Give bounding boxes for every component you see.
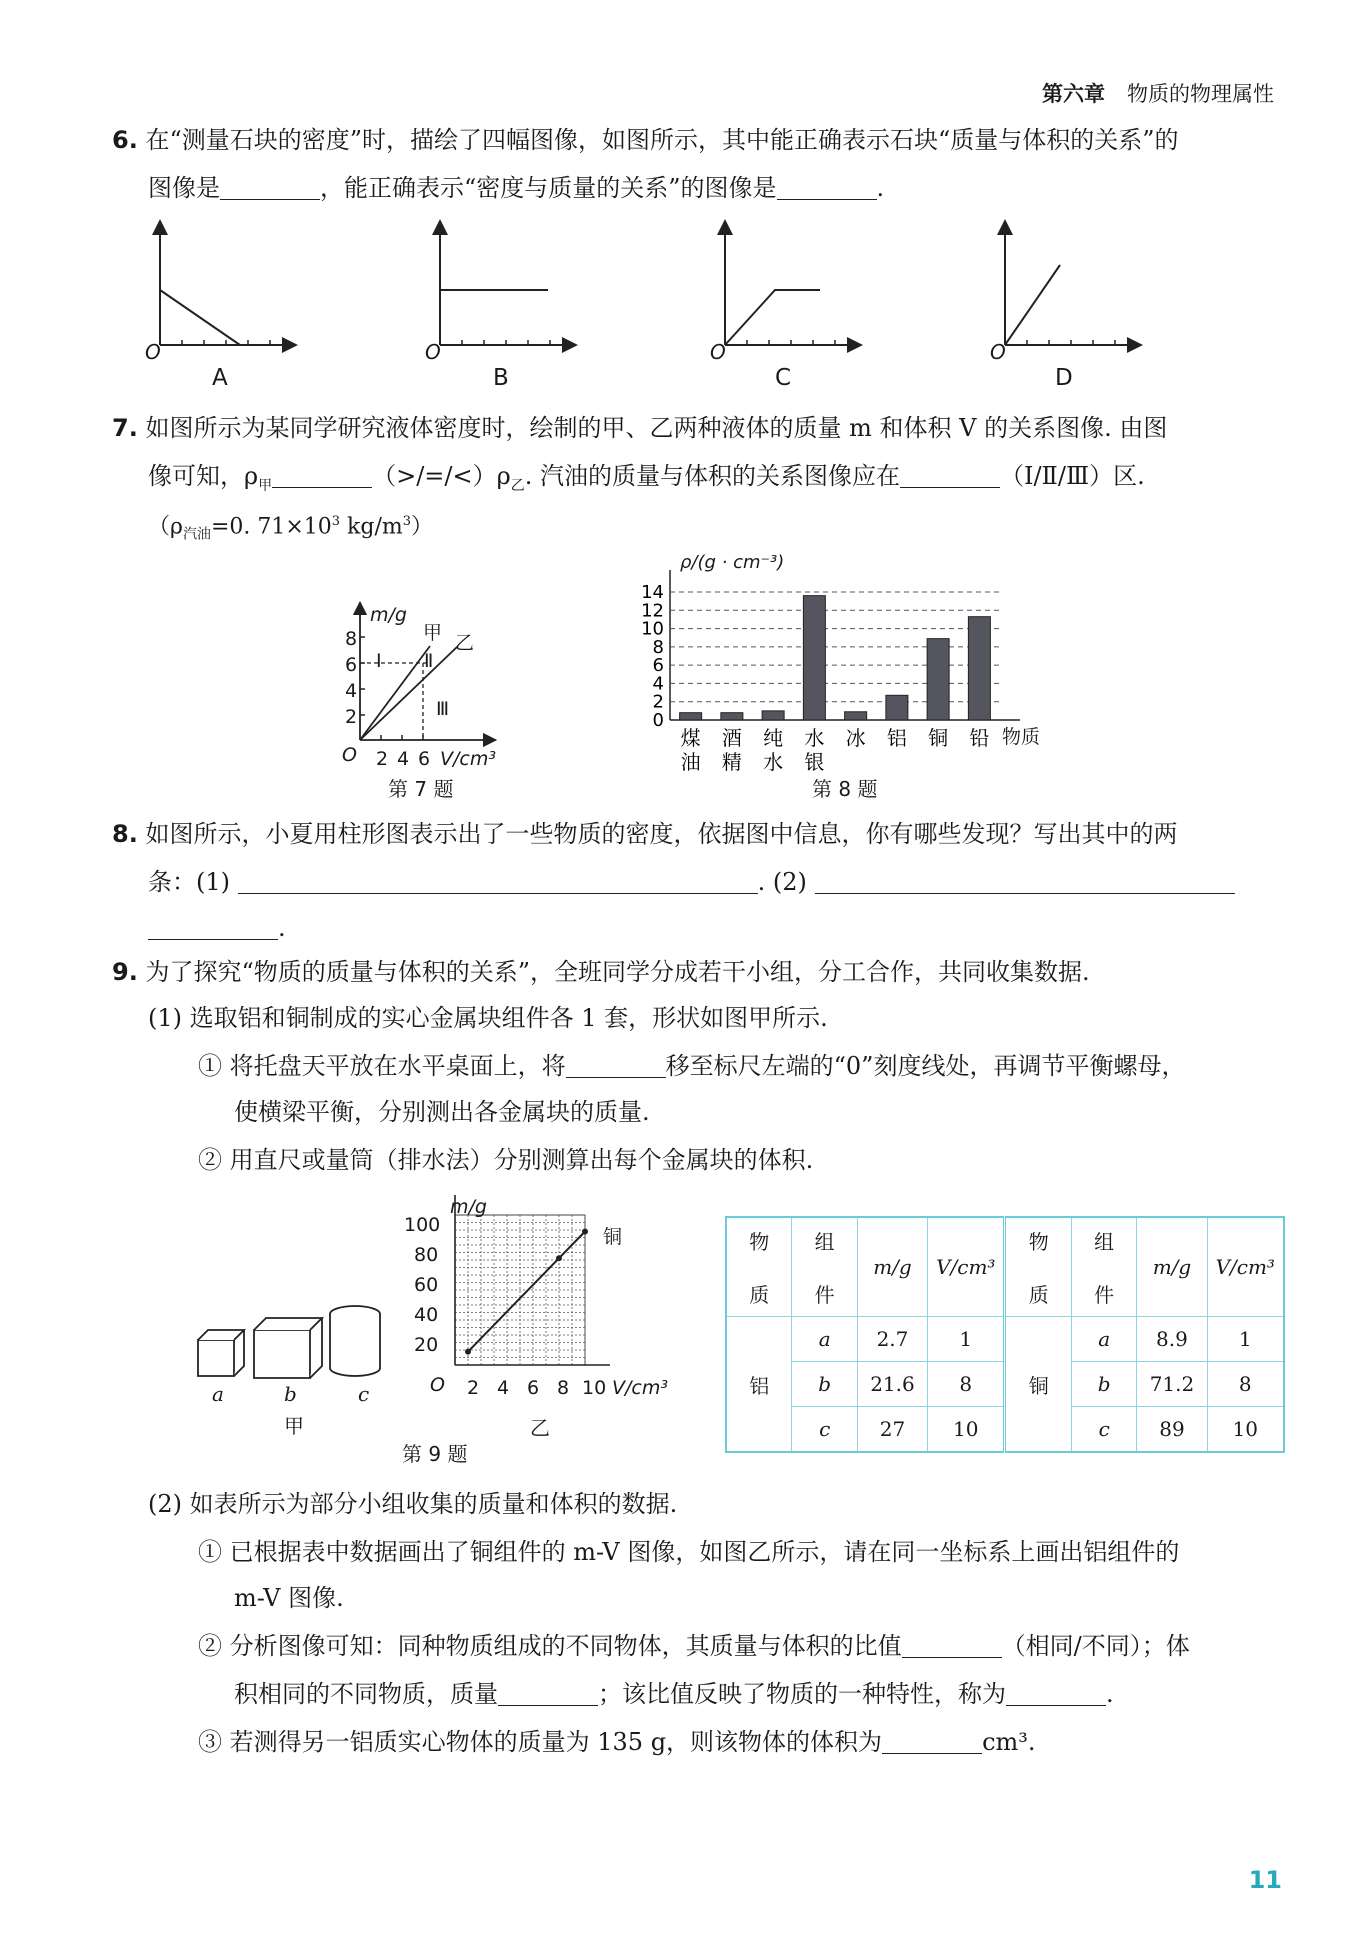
cell-cu-name: 铜 xyxy=(1005,1317,1071,1453)
fig9-jia-label: 甲 xyxy=(284,1414,304,1438)
cell-comp: b xyxy=(1071,1362,1136,1407)
q8-line1 xyxy=(112,818,1274,850)
th-comp-al: 组 件 xyxy=(792,1217,857,1317)
q9-blank3[interactable] xyxy=(498,1679,598,1706)
fig9-xtick-4: 4 xyxy=(497,1377,510,1399)
graph-a-label: A xyxy=(212,365,228,391)
category-label: 铝 xyxy=(886,726,907,750)
q8-text-c: . xyxy=(278,914,286,942)
q7-text-g: kg/m xyxy=(340,514,403,540)
fig7-label-jia: 甲 xyxy=(423,622,443,644)
category-label: 冰 xyxy=(845,726,866,750)
cell-cu-v: 10 xyxy=(1207,1407,1284,1453)
cell-comp: b xyxy=(792,1362,857,1407)
fig7-xlabel: V/cm³ xyxy=(440,748,496,770)
fig9-ytick-80: 80 xyxy=(414,1244,439,1266)
page-number: 11 xyxy=(1248,1866,1282,1894)
cell-al-m: 21.6 xyxy=(857,1362,927,1407)
q8-text: 如图所示，小夏用柱形图表示出了一些物质的密度，依据图中信息，你有哪些发现？写出其中的两 xyxy=(145,820,1178,848)
q9-step1-a: ① 将托盘天平放在水平桌面上，将 xyxy=(198,1052,566,1080)
bar xyxy=(721,713,743,720)
q9-task2-a: ② 分析图像可知：同种物质组成的不同物体，其质量与体积的比值 xyxy=(198,1632,902,1660)
bar xyxy=(803,596,825,720)
q6-text-a: 图像是 xyxy=(148,174,220,202)
q9-task2 xyxy=(198,1630,1274,1662)
q9-task3 xyxy=(198,1726,1274,1758)
q7-line2 xyxy=(148,460,1274,502)
y-tick-label: 14 xyxy=(641,582,664,603)
q9-blank2[interactable] xyxy=(902,1631,1002,1658)
q7-sub-gas: 汽油 xyxy=(182,526,211,543)
q9-task3-b: cm³. xyxy=(982,1728,1036,1756)
q9-blank4[interactable] xyxy=(1006,1679,1106,1706)
fig9-ylabel: m/g xyxy=(450,1196,487,1218)
q6-number: 6. xyxy=(112,126,138,154)
q9-task2-c: 积相同的不同物质，质量 xyxy=(234,1680,498,1708)
q9-task2-cont xyxy=(234,1678,1274,1710)
bar xyxy=(886,695,908,720)
category-label: 铜 xyxy=(928,726,949,750)
cell-cu-v: 1 xyxy=(1207,1317,1284,1362)
fig8-ylabel: ρ/(g · cm⁻³) xyxy=(680,552,785,573)
cell-cu-v: 8 xyxy=(1207,1362,1284,1407)
copper-point xyxy=(582,1229,588,1235)
cell-comp: a xyxy=(1071,1317,1136,1362)
graph-c-origin: O xyxy=(710,340,726,364)
cell-cu-m: 8.9 xyxy=(1137,1317,1207,1362)
q7-text-h: ） xyxy=(411,514,434,540)
th-material-al: 物 质 xyxy=(726,1217,792,1317)
q9-step1 xyxy=(198,1050,1274,1082)
q9-task1-cont: m-V 图像. xyxy=(234,1584,344,1612)
cell-cu-m: 71.2 xyxy=(1137,1362,1207,1407)
q9-step2: ② 用直尺或量筒（排水法）分别测算出每个金属块的体积. xyxy=(198,1146,814,1174)
category-label: 油 xyxy=(680,750,701,774)
q7-sub-jia: 甲 xyxy=(258,477,273,494)
q9-task1: ① 已根据表中数据画出了铜组件的 m-V 图像，如图乙所示，请在同一坐标系上画出铝组件的 xyxy=(198,1538,1180,1566)
q7-blank2[interactable] xyxy=(900,461,1000,488)
category-label: 酒 xyxy=(721,726,742,750)
graph-d-origin: O xyxy=(990,340,1006,364)
chapter-label: 第六章 xyxy=(1042,82,1105,106)
th-material-cu: 物 质 xyxy=(1005,1217,1071,1317)
bar xyxy=(762,711,784,720)
chapter-title: 物质的物理属性 xyxy=(1127,82,1274,106)
q9-part2: (2) 如表所示为部分小组收集的质量和体积的数据. xyxy=(148,1490,678,1518)
fig7-origin: O xyxy=(342,744,357,766)
fig7-region-3: Ⅲ xyxy=(436,698,450,720)
fig9-mv-graph xyxy=(400,1195,700,1405)
category-label: 精 xyxy=(721,750,742,774)
category-label: 水 xyxy=(804,726,825,750)
cell-cu-m: 89 xyxy=(1137,1407,1207,1453)
y-tick-label: 0 xyxy=(652,710,664,731)
q8-blank2-cont[interactable] xyxy=(148,913,278,940)
cell-al-v: 8 xyxy=(928,1362,1005,1407)
graph-c xyxy=(725,227,855,345)
cell-al-v: 10 xyxy=(928,1407,1005,1453)
cell-comp: c xyxy=(792,1407,857,1453)
category-label: 纯 xyxy=(763,726,784,750)
y-tick-label: 12 xyxy=(641,600,664,622)
q9-task2-e: . xyxy=(1106,1680,1114,1708)
q7-text-e: （ρ xyxy=(148,514,183,540)
q7-text-f: =0. 71×10 xyxy=(210,514,332,540)
cell-al-m: 2.7 xyxy=(857,1317,927,1362)
cell-al-m: 27 xyxy=(857,1407,927,1453)
th-comp-cu: 组 件 xyxy=(1071,1217,1136,1317)
q8-number: 8. xyxy=(112,820,138,848)
q6-text: 在“测量石块的密度”时，描绘了四幅图像，如图所示，其中能正确表示石块“质量与体积的关系”的 xyxy=(145,126,1179,154)
th-mass-cu: m/g xyxy=(1137,1217,1207,1317)
fig7-region-1: Ⅰ xyxy=(376,650,382,672)
bar xyxy=(680,713,702,720)
fig9-line-label: 铜 xyxy=(603,1226,623,1248)
q9-task2-d: ；该比值反映了物质的一种特性，称为 xyxy=(598,1680,1006,1708)
graph-b-label: B xyxy=(493,365,509,391)
q7-text-d: （Ⅰ/Ⅱ/Ⅲ）区. xyxy=(999,462,1145,490)
q7-line1 xyxy=(112,412,1274,444)
table-row xyxy=(726,1317,1284,1362)
q6-blank2[interactable] xyxy=(777,173,877,200)
bar xyxy=(927,639,949,720)
cell-al-name: 铝 xyxy=(726,1317,792,1453)
fig7-xtick-4: 4 xyxy=(397,748,410,770)
fig7-label-yi: 乙 xyxy=(455,632,475,654)
fig9-xtick-10: 10 xyxy=(582,1377,607,1399)
shape-a-label: a xyxy=(212,1382,224,1406)
q8-line3 xyxy=(148,912,1274,944)
fig9-xtick-2: 2 xyxy=(467,1377,480,1399)
th-vol-cu: V/cm³ xyxy=(1207,1217,1284,1317)
q9-caption: 第 9 题 xyxy=(402,1442,468,1466)
q7-text-b: （>/=/<）ρ xyxy=(372,462,511,490)
line-jia xyxy=(360,646,430,740)
copper-point xyxy=(556,1255,562,1261)
q9-number: 9. xyxy=(112,958,138,986)
fig9-xlabel: V/cm³ xyxy=(612,1377,668,1399)
q8-text-b: . (2) xyxy=(757,868,807,896)
q8-blank2[interactable] xyxy=(815,867,1235,894)
fig7-ytick-2: 2 xyxy=(345,706,358,728)
th-mass-al: m/g xyxy=(857,1217,927,1317)
th-vol-al: V/cm³ xyxy=(928,1217,1005,1317)
y-tick-label: 8 xyxy=(652,636,664,658)
q7-text-c: . 汽油的质量与体积的关系图像应在 xyxy=(524,462,900,490)
category-label: 铅 xyxy=(969,726,990,750)
copper-line xyxy=(468,1232,585,1352)
cell-al-v: 1 xyxy=(928,1317,1005,1362)
fig9-ytick-60: 60 xyxy=(414,1274,439,1296)
bar xyxy=(845,712,867,720)
fig7-xtick-6: 6 xyxy=(418,748,431,770)
data-table xyxy=(725,1216,1285,1453)
fig9-ytick-100: 100 xyxy=(404,1214,441,1236)
q9-step1-cont: 使横梁平衡，分别测出各金属块的质量. xyxy=(234,1098,650,1126)
fig8-xlabel: 物质 xyxy=(1002,726,1041,748)
q6-text-b: ，能正确表示“密度与质量的关系”的图像是 xyxy=(320,174,777,202)
cell-comp: c xyxy=(1071,1407,1136,1453)
q8-caption: 第 8 题 xyxy=(812,777,878,801)
line-yi xyxy=(360,646,458,740)
q7-sub-yi: 乙 xyxy=(510,477,525,494)
q8-text-a: 条：(1) xyxy=(148,868,230,896)
category-label: 煤 xyxy=(680,726,701,750)
q9-line1 xyxy=(112,956,1274,988)
q9-blank5[interactable] xyxy=(882,1727,982,1754)
q8-line2 xyxy=(148,866,1274,898)
y-tick-label: 10 xyxy=(641,618,664,640)
fig9-shapes xyxy=(190,1300,410,1390)
y-tick-label: 6 xyxy=(652,655,664,677)
q9-task3-a: ③ 若测得另一铝质实心物体的质量为 135 g，则该物体的体积为 xyxy=(198,1728,883,1756)
q7-blank1[interactable] xyxy=(272,461,372,488)
q7-text-a: 像可知，ρ xyxy=(148,462,259,490)
q7-caption: 第 7 题 xyxy=(388,777,454,801)
fig7-xtick-2: 2 xyxy=(376,748,389,770)
fig9-xtick-8: 8 xyxy=(557,1377,570,1399)
fig9-ytick-40: 40 xyxy=(414,1304,439,1326)
q6-line1 xyxy=(112,124,1274,156)
shape-c-label: c xyxy=(358,1382,370,1406)
fig9-xtick-6: 6 xyxy=(527,1377,540,1399)
graph-d-label: D xyxy=(1055,365,1073,391)
category-label: 银 xyxy=(804,750,825,774)
q8-blank1[interactable] xyxy=(238,867,758,894)
fig7-ytick-8: 8 xyxy=(345,628,358,650)
fig9-ytick-20: 20 xyxy=(414,1334,439,1356)
graph-b xyxy=(440,227,570,345)
fig7-ytick-6: 6 xyxy=(345,654,358,676)
q7-line3 xyxy=(148,506,1274,551)
q9-blank1[interactable] xyxy=(566,1051,666,1078)
q6-text-c: . xyxy=(876,174,885,202)
fig9-yi-label: 乙 xyxy=(530,1416,550,1440)
bar xyxy=(968,617,990,720)
graph-a-origin: O xyxy=(145,340,161,364)
graph-d xyxy=(1005,227,1135,345)
q9-step1-b: 移至标尺左端的“0”刻度线处，再调节平衡螺母， xyxy=(665,1052,1186,1080)
q6-blank1[interactable] xyxy=(220,173,320,200)
graph-b-origin: O xyxy=(425,340,441,364)
y-tick-label: 4 xyxy=(652,673,664,695)
q7-sup2: 3 xyxy=(402,514,412,529)
category-label: 水 xyxy=(763,750,784,774)
fig7-ylabel: m/g xyxy=(370,604,407,626)
y-tick-label: 2 xyxy=(652,691,664,713)
fig7-ytick-4: 4 xyxy=(345,680,358,702)
q7-text: 如图所示为某同学研究液体密度时，绘制的甲、乙两种液体的质量 m 和体积 V 的关系图像. 由图 xyxy=(145,414,1168,442)
copper-point xyxy=(465,1349,471,1355)
graph-a xyxy=(160,227,290,345)
q9-text: 为了探究“物质的质量与体积的关系”，全班同学分成若干小组，分工合作，共同收集数据. xyxy=(145,958,1090,986)
q6-line2 xyxy=(148,172,1274,204)
q7-number: 7. xyxy=(112,414,138,442)
q9-task2-b: （相同/不同）；体 xyxy=(1001,1632,1190,1660)
fig7-region-2: Ⅱ xyxy=(424,650,434,672)
graph-c-label: C xyxy=(775,365,792,391)
page-header xyxy=(1042,78,1274,108)
q9-part1: (1) 选取铝和铜制成的实心金属块组件各 1 套，形状如图甲所示. xyxy=(148,1004,828,1032)
cell-comp: a xyxy=(792,1317,857,1362)
shape-b-label: b xyxy=(284,1382,297,1406)
fig9-origin: O xyxy=(430,1374,445,1396)
q7-sup1: 3 xyxy=(331,514,341,529)
